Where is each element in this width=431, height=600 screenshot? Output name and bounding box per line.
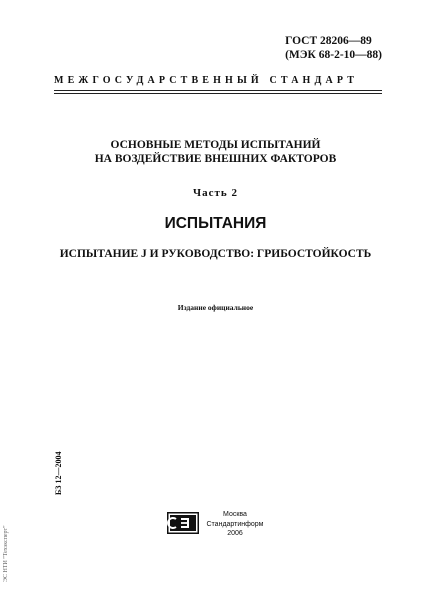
edition-label: Издание официальное bbox=[177, 303, 254, 312]
title-line-1: ОСНОВНЫЕ МЕТОДЫ ИСПЫТАНИЙ bbox=[110, 139, 321, 151]
watermark-note: ЭС НТИ "Техэксперт" bbox=[3, 525, 9, 582]
iec-number: (МЭК 68-2-10—88) bbox=[285, 49, 382, 61]
publisher-block bbox=[200, 510, 270, 539]
publisher-year: 2006 bbox=[227, 530, 243, 537]
standard-code bbox=[285, 34, 382, 62]
document-title bbox=[0, 138, 431, 166]
bz-number: БЗ 12—2004 bbox=[54, 451, 63, 495]
part-label: Часть 2 bbox=[193, 187, 238, 199]
divider-top bbox=[54, 90, 382, 91]
document-subtitle: ИСПЫТАНИЕ J И РУКОВОДСТВО: ГРИБОСТОЙКОСТЬ bbox=[59, 248, 372, 260]
section-title: ИСПЫТАНИЯ bbox=[164, 215, 267, 232]
standartinform-logo-icon bbox=[167, 512, 199, 534]
gost-number: ГОСТ 28206—89 bbox=[285, 35, 372, 47]
standard-type-heading: МЕЖГОСУДАРСТВЕННЫЙ СТАНДАРТ bbox=[54, 75, 359, 86]
publisher-name: Стандартинформ bbox=[206, 520, 264, 528]
publisher-city: Москва bbox=[223, 511, 247, 518]
title-line-2: НА ВОЗДЕЙСТВИЕ ВНЕШНИХ ФАКТОРОВ bbox=[94, 153, 337, 165]
divider-bottom bbox=[54, 93, 382, 94]
